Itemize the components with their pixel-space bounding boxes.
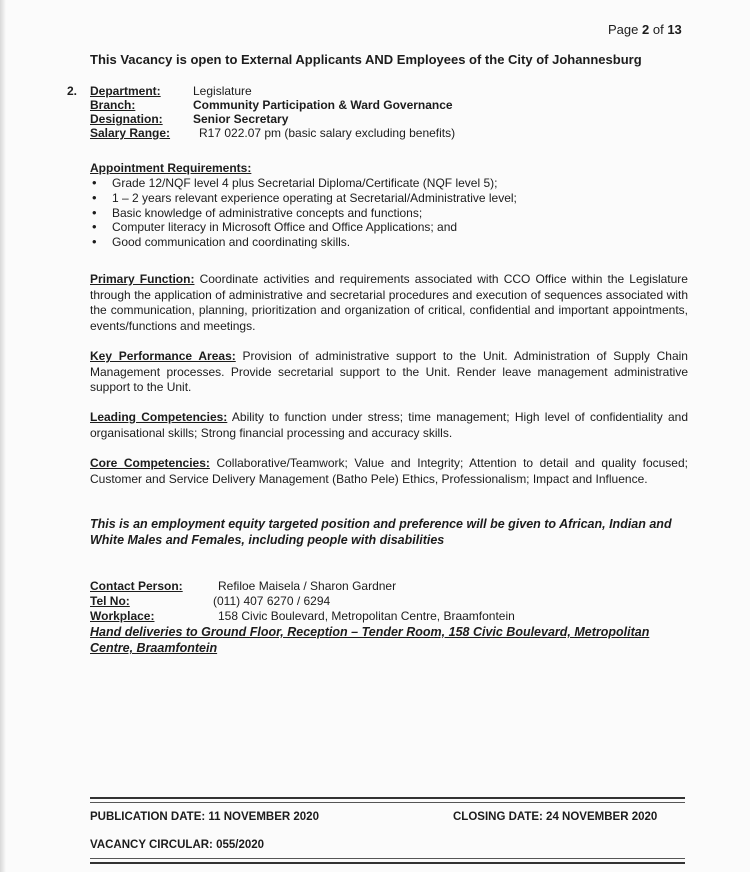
- workplace-label: Workplace:: [90, 609, 155, 623]
- closing-date: CLOSING DATE: 24 NOVEMBER 2020: [453, 811, 658, 823]
- requirement-item: • 1 – 2 years relevant experience operating at Secretarial/Administrative level;: [92, 191, 517, 206]
- footer-rule-top-thin: [90, 802, 685, 803]
- primary-function-label: Primary Function:: [90, 272, 195, 286]
- appointment-requirements-title: Appointment Requirements:: [90, 161, 252, 175]
- kpa-paragraph: [90, 349, 688, 396]
- kpa-text: Provision of administrative support to the Unit. Administration of Supply Chain Management processes. Provide secretarial support to the Unit. Render leave management administrative support to the Unit.: [90, 349, 688, 394]
- salary-row: [90, 126, 456, 140]
- vacancy-open-note: This Vacancy is open to External Applicants AND Employees of the City of Johannesburg: [90, 52, 642, 67]
- salary-label: Salary Range:: [90, 126, 171, 140]
- department-row: [90, 84, 252, 98]
- tel-label: Tel No:: [90, 594, 130, 608]
- requirement-item: • Basic knowledge of administrative concepts and functions;: [92, 206, 517, 221]
- requirement-item: • Computer literacy in Microsoft Office and Office Applications; and: [92, 220, 517, 235]
- core-competencies-label: Core Competencies:: [90, 456, 210, 470]
- footer-rule-bottom: [90, 862, 685, 864]
- designation-row: [90, 112, 289, 126]
- designation-label: Designation:: [90, 112, 163, 126]
- primary-function-text: Coordinate activities and requirements associated with CCO Office within the Legislature through the application of administrative and secretarial procedures and execution of sequences associated with the communication, planning, prioritization and organization of critical, confidential and important appointments, events/functions and meetings.: [90, 272, 688, 333]
- appointment-requirements-list: [92, 176, 517, 250]
- publication-date: PUBLICATION DATE: 11 NOVEMBER 2020: [90, 811, 319, 823]
- equity-note: This is an employment equity targeted position and preference will be given to African, Indian and White Males and Females, including people with disabilities: [90, 517, 672, 547]
- page-edge-shadow: [0, 0, 6, 872]
- salary-value: R17 022.07 pm (basic salary excluding benefits): [199, 126, 456, 140]
- branch-label: Branch:: [90, 98, 136, 112]
- footer-rule-bottom-thin: [90, 858, 685, 859]
- leading-competencies-label: Leading Competencies:: [90, 410, 228, 424]
- tel-value: (011) 407 6270 / 6294: [213, 594, 331, 608]
- primary-function-paragraph: [90, 272, 688, 334]
- designation-value: Senior Secretary: [193, 112, 289, 126]
- contact-person-label: Contact Person:: [90, 579, 183, 593]
- footer-rule-top: [90, 797, 685, 799]
- leading-competencies-text: Ability to function under stress; time management; High level of confidentiality and organisational skills; Strong financial processing and accuracy skills.: [90, 410, 689, 440]
- core-competencies-paragraph: [90, 456, 688, 487]
- kpa-label: Key Performance Areas:: [90, 349, 236, 363]
- vacancy-circular: VACANCY CIRCULAR: 055/2020: [90, 839, 265, 851]
- requirement-item: • Grade 12/NQF level 4 plus Secretarial Diploma/Certificate (NQF level 5);: [92, 176, 517, 191]
- workplace-value: 158 Civic Boulevard, Metropolitan Centre, Braamfontein: [218, 609, 515, 623]
- leading-competencies-paragraph: [90, 410, 688, 441]
- vacancy-number: 2.: [67, 84, 78, 98]
- hand-deliveries-note: Hand deliveries to Ground Floor, Reception – Tender Room, 158 Civic Boulevard, Metropolitan Centre, Braamfontein: [90, 625, 650, 655]
- requirement-item: • Good communication and coordinating skills.: [92, 235, 517, 250]
- contact-person-value: Refiloe Maisela / Sharon Gardner: [218, 579, 397, 593]
- department-value: Legislature: [193, 84, 252, 98]
- branch-row: [90, 98, 453, 112]
- department-label: Department:: [90, 84, 161, 98]
- page-number: Page 2 of 13: [608, 22, 682, 37]
- core-competencies-text: Collaborative/Teamwork; Value and Integrity; Attention to detail and quality focused; Customer and Service Delivery Management (Batho Pele) Ethics, Professionalism; Impact and Influence.: [90, 456, 688, 486]
- branch-value: Community Participation & Ward Governance: [193, 98, 453, 112]
